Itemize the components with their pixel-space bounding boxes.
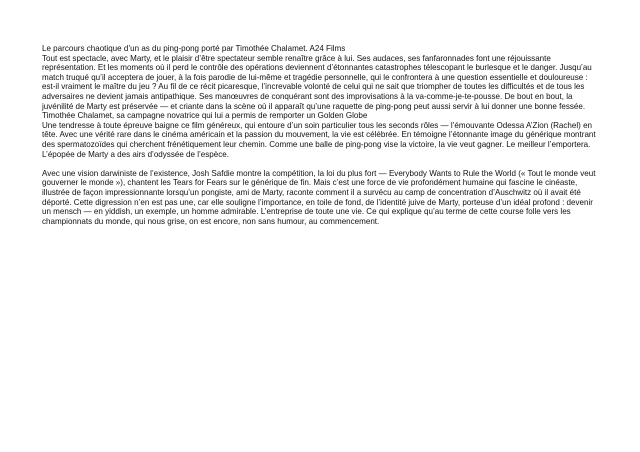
photo-caption-1: Le parcours chaotique d’un as du ping-pong porté par Timothée Chalamet. A24 Films [42,44,346,53]
paragraph-1: Tout est spectacle, avec Marty, et le plaisir d’être spectateur semble renaître grâce à lui. Ses audaces, ses fanfaronnades font une réjouissante représentation. Et les moments où il perd le contrôle des opérations deviennent d’étonnantes catastrophes télescopant le burlesque et le danger. Jusqu’au match truqué qu’il acceptera de jouer, à la fois parodie de lui-même et tragédie personnelle, qui le confrontera à une question essentielle et douloureuse : est-il vraiment le maître du jeu ? Au fil de ce récit picaresque, l’increvable volonté de celui qui ne sait que triompher de toutes les difficultés et de tous les adversaires ne devient jamais antipathique. Ses manœuvres de conquérant sont des improvisations à la va-comme-je-te-pousse. De bout en bout, la juvénilité de Marty est préservée — et criante dans la scène où il apparaît qu’une raquette de ping-pong peut aussi servir à lui donner une bonne fessée. [42,53,592,111]
paragraph-2: Une tendresse à toute épreuve baigne ce film généreux, qui entoure d’un soin particulier tous les seconds rôles — l’émouvante Odessa A’Zion (Rachel) en tête. Avec une vérité rare dans le cinéma américain et la passion du mouvement, la vie est célébrée. En témoigne l’étonnante image du générique montrant des spermatozoïdes qui cherchent frénétiquement leur chemin. Comme une balle de ping-pong vise la victoire, la vie veut gagner. Le meilleur l’emportera. L’épopée de Marty a des airs d’odyssée de l’espèce. [42,120,596,159]
article-text [42,44,600,226]
paragraph-spacer [42,159,600,169]
paragraph-3: Avec une vision darwiniste de l’existence, Josh Safdie montre la compétition, la loi du plus fort — Everybody Wants to Rule the World (« Tout le monde veut gouverner le monde »), chantent les Tears for Fears sur le générique de fin. Mais c’est une force de vie profondément humaine qui fascine le cinéaste, illustrée de façon impressionnante lorsqu’un pongiste, ami de Marty, raconte comment il a survécu au camp de concentration d’Auschwitz où il avait été déporté. Cette digression n’en est pas une, car elle souligne l’importance, en toile de fond, de l’identité juive de Marty, porteuse d’un idéal profond : devenir un mensch — en yiddish, un exemple, un homme admirable. L’entreprise de toute une vie. Ce qui explique qu’au terme de cette course folle vers les championnats du monde, qui nous grise, on est encore, non sans humour, au commencement. [42,168,596,226]
photo-caption-2: Timothée Chalamet, sa campagne novatrice qui lui a permis de remporter un Golden Globe [42,111,368,121]
